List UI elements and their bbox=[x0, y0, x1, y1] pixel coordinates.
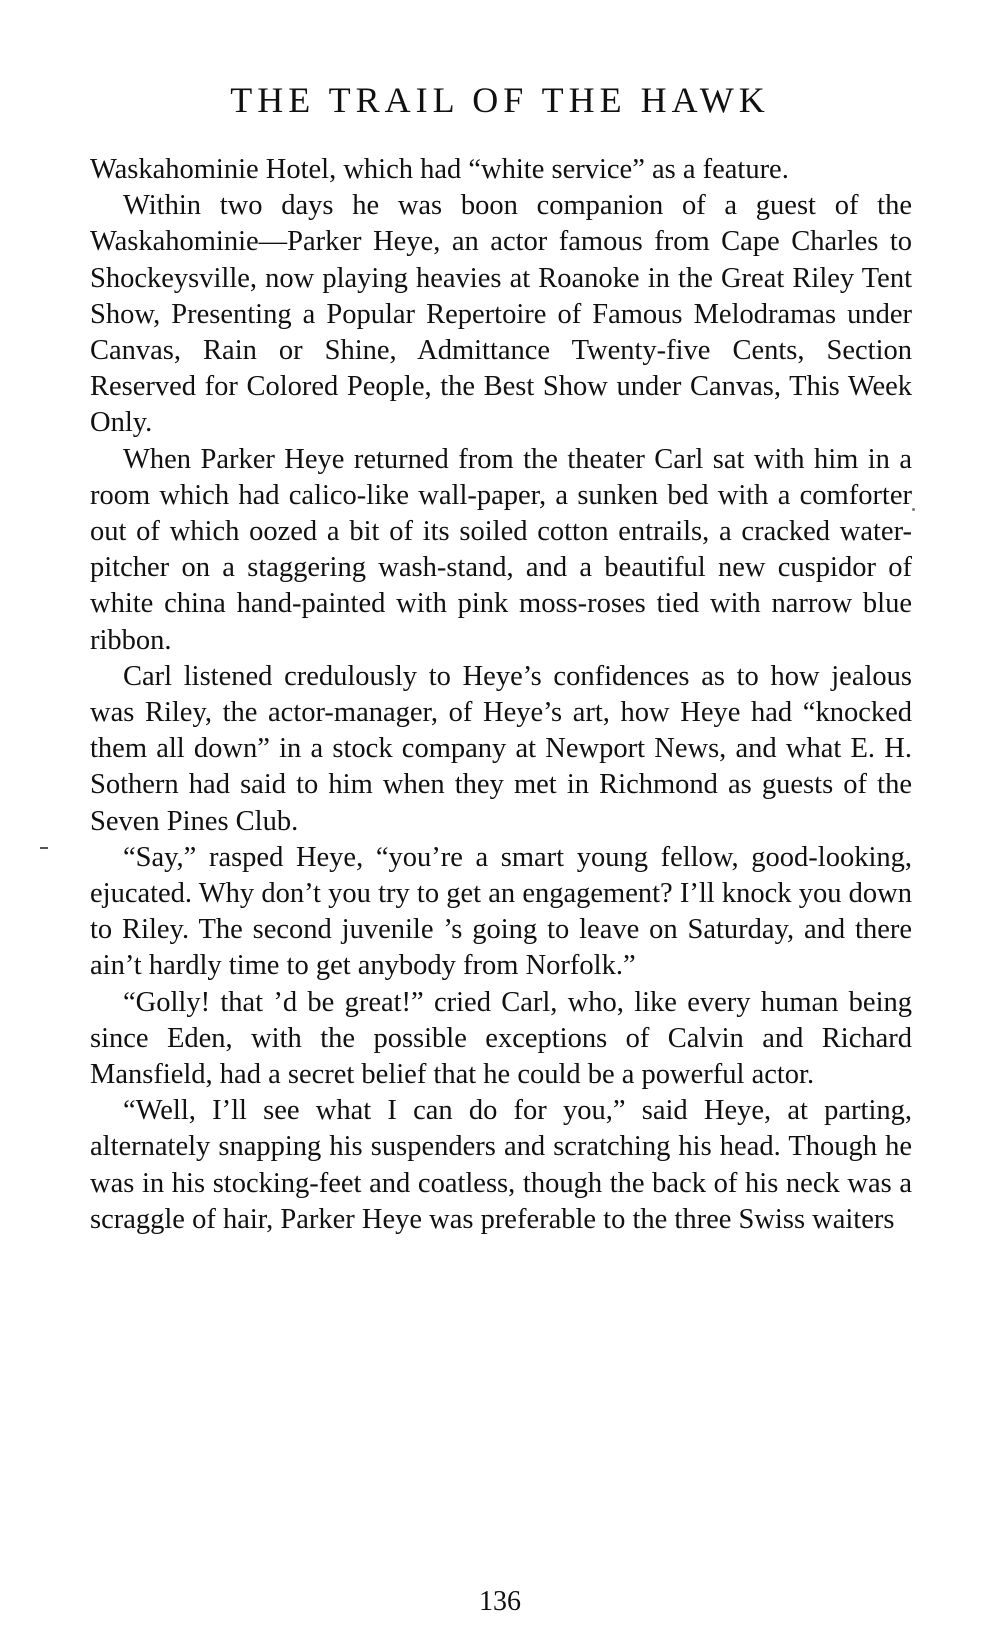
paragraph-2: Within two days he was boon companion of a guest of the Waskahominie—Parker Heye, an actor famous from Cape Charles to Shockeysville, now playing heavies at Roanoke in the Great Riley Tent Show, Presenting a Popular Repertoire of Famous Melodramas under Canvas, Rain or Shine, Admittance Twenty-five Cents, Section Reserved for Colored People, the Best Show under Canvas, This Week Only. bbox=[90, 190, 912, 439]
paragraph-4: Carl listened credulously to Heye’s confidences as to how jealous was Riley, the actor-manager, of Heye’s art, how Heye had “knocked them all down” in a stock company at Newport News, and what E. H. Sothern had said to him when they met in Richmond as guests of the Seven Pines Club. bbox=[90, 660, 912, 837]
paragraph-5: “Say,” rasped Heye, “you’re a smart young fellow, good-looking, ejucated. Why don’t you try to get an engagement? I’ll knock you down to Riley. The second juvenile ’s going to leave on Saturday, and there ain’t hardly time to get anybody from Norfolk.” bbox=[90, 841, 912, 982]
body-text bbox=[90, 152, 912, 1238]
paragraph-1: Waskahominie Hotel, which had “white service” as a feature. bbox=[90, 154, 789, 185]
paragraph-3: When Parker Heye returned from the theater Carl sat with him in a room which had calico-like wall-paper, a sunken bed with a comforter out of which oozed a bit of its soiled cotton entrails, a cracked water-pitcher on a staggering wash-stand, and a beautiful new cuspidor of white china hand-painted with pink moss-roses tied with narrow blue ribbon. bbox=[90, 443, 912, 656]
margin-mark bbox=[40, 847, 48, 849]
page-number: 136 bbox=[479, 1586, 521, 1617]
paragraph-6: “Golly! that ’d be great!” cried Carl, who, like every human being since Eden, with the possible exceptions of Calvin and Richard Mansfield, had a secret belief that he could be a powerful actor. bbox=[90, 986, 912, 1091]
speck-mark bbox=[912, 508, 915, 511]
running-head: THE TRAIL OF THE HAWK bbox=[230, 80, 770, 120]
paragraph-7: “Well, I’ll see what I can do for you,” said Heye, at parting, alternately snapping his suspenders and scratching his head. Though he was in his stocking-feet and coatless, though the back of his neck was a scraggle of hair, Parker Heye was preferable to the three Swiss waiters bbox=[90, 1095, 912, 1235]
